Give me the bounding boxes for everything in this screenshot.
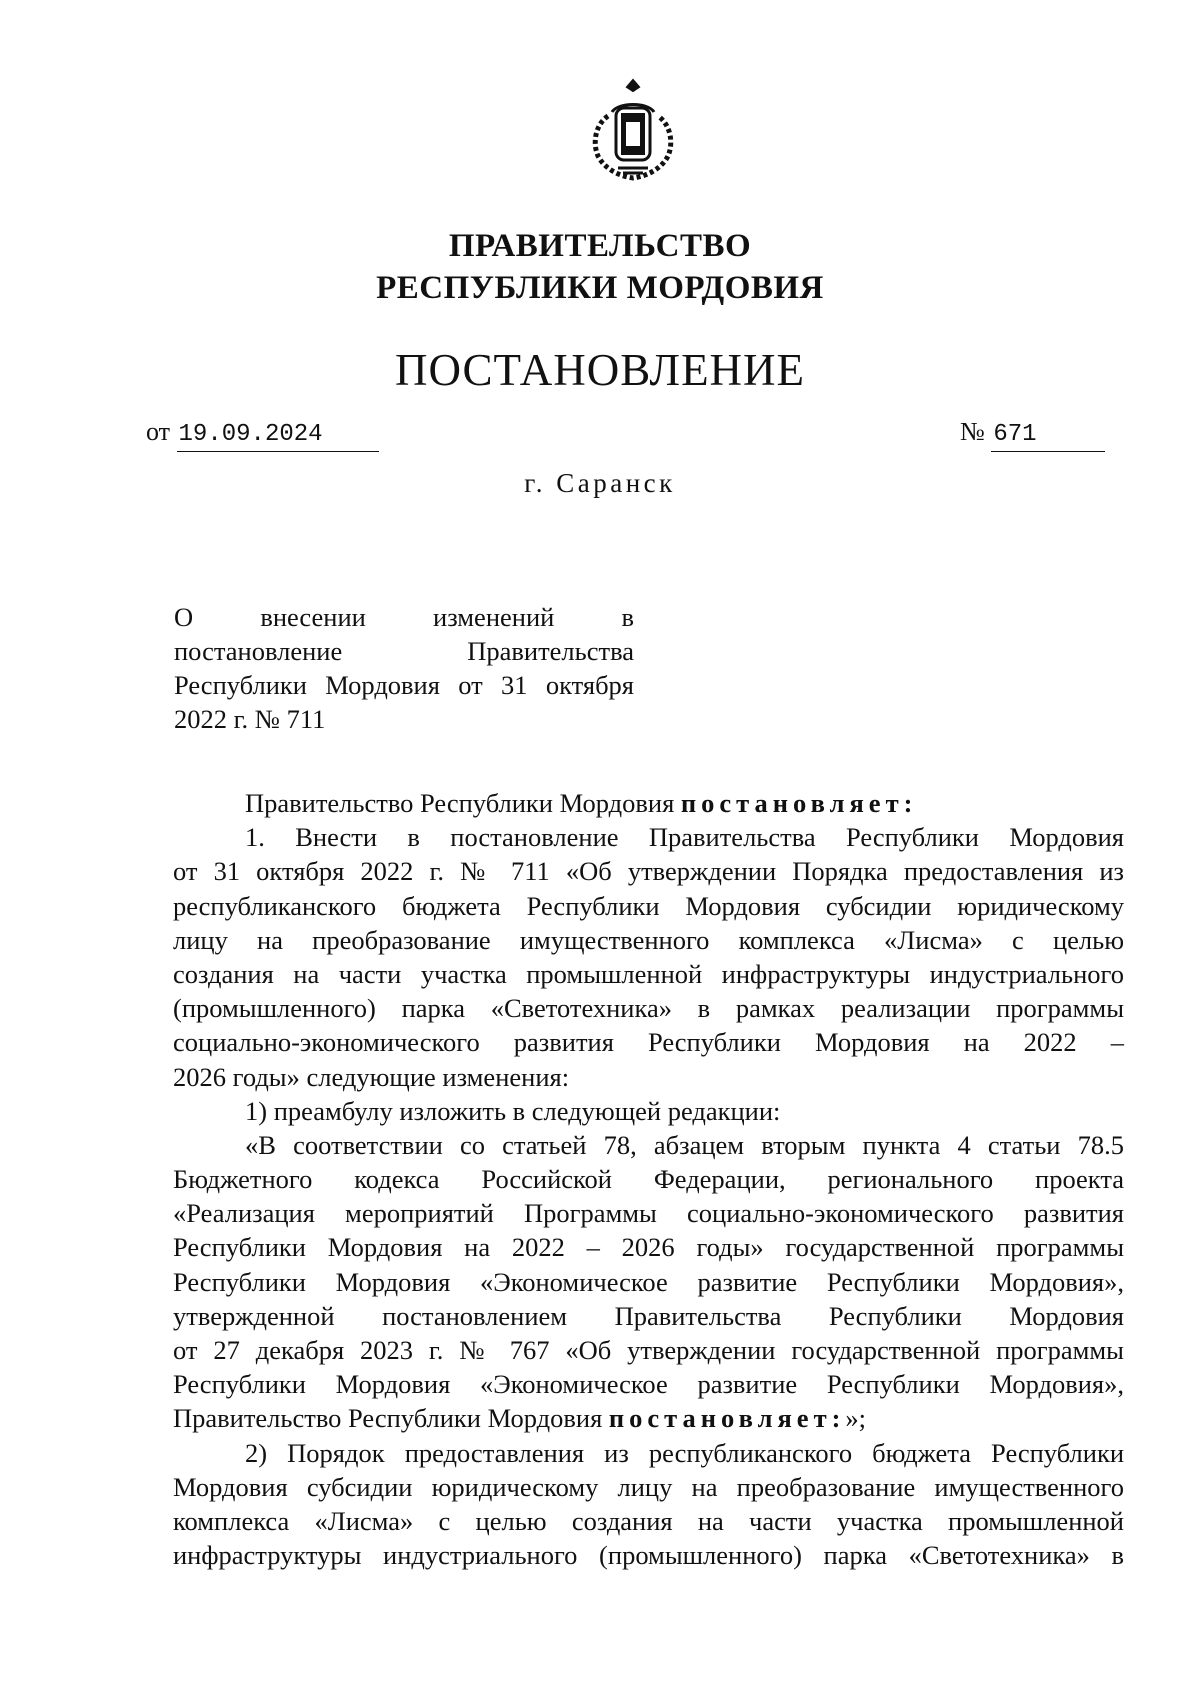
body-line: 1. Внести в постановление Правительства Республики Мордовия [245, 822, 1124, 853]
body-line: республиканского бюджета Республики Мордовия субсидии юридическому [173, 890, 1124, 921]
body-line: Республики Мордовия «Экономическое развитие Республики Мордовия», [173, 1369, 1124, 1400]
document-body [173, 786, 1124, 1572]
document-subject [174, 600, 634, 736]
body-line: комплекса «Лисма» с целью создания на части участка промышленной [173, 1505, 1124, 1536]
number-value: 671 [991, 419, 1105, 452]
intro-text: Правительство Республики Мордовия [245, 788, 681, 818]
subject-line: постановление Правительства [174, 636, 634, 666]
body-line: социально-экономического развития Республики Мордовия на 2022 – [173, 1027, 1124, 1058]
body-line: от 27 декабря 2023 г. № 767 «Об утверждении государственной программы [173, 1335, 1124, 1365]
body-intro [173, 786, 1124, 820]
body-line: от 31 октября 2022 г. № 711 «Об утверждении Порядка предоставления из [173, 856, 1124, 887]
document-type-title: ПОСТАНОВЛЕНИЕ [394, 345, 806, 395]
body-line: создания на части участка промышленной инфраструктуры индустриального [173, 958, 1124, 989]
preamble-end-text: Правительство Республики Мордовия [173, 1403, 609, 1434]
body-line: «Реализация мероприятий Программы социально-экономического развития [173, 1198, 1124, 1229]
date-prefix: от [146, 417, 171, 446]
document-number [960, 416, 1105, 452]
document-date [146, 416, 379, 452]
body-line: Мордовия субсидии юридическому лицу на преобразование имущественного [173, 1471, 1124, 1502]
number-prefix: № [960, 417, 985, 446]
city-name: г. Саранск [524, 468, 676, 498]
body-line: инфраструктуры индустриального (промышленного) парка «Светотехника» в [173, 1540, 1124, 1571]
subject-line: 2022 г. № 711 [174, 704, 326, 734]
decides-word: постановляет: [608, 1403, 846, 1434]
coat-of-arms-icon [578, 76, 688, 186]
date-value: 19.09.2024 [177, 419, 379, 452]
organization-name-line1: ПРАВИТЕЛЬСТВО [448, 228, 752, 264]
body-line: (промышленного) парка «Светотехника» в рамках реализации программы [173, 993, 1124, 1024]
body-line: 2026 годы» следующие изменения: [173, 1061, 570, 1092]
body-line [173, 1401, 1124, 1435]
body-line: Бюджетного кодекса Российской Федерации, регионального проекта [173, 1164, 1124, 1195]
body-line: лицу на преобразование имущественного комплекса «Лисма» с целью [173, 924, 1124, 955]
body-line: Республики Мордовия «Экономическое развитие Республики Мордовия», [173, 1266, 1124, 1297]
subject-line: Республики Мордовия от 31 октября [174, 670, 634, 700]
decides-word: постановляет: [680, 788, 918, 818]
body-line: «В соответствии со статьей 78, абзацем вторым пункта 4 статьи 78.5 [245, 1129, 1124, 1160]
preamble-end-suffix: »; [845, 1403, 867, 1434]
body-line: 2) Порядок предоставления из республиканского бюджета Республики [245, 1437, 1124, 1468]
body-line: 1) преамбулу изложить в следующей редакции: [245, 1095, 781, 1126]
organization-name-line2: РЕСПУБЛИКИ МОРДОВИЯ [376, 270, 824, 306]
body-line: Республики Мордовия на 2022 – 2026 годы» государственной программы [173, 1232, 1124, 1263]
body-line: утвержденной постановлением Правительства Республики Мордовия [173, 1300, 1124, 1331]
subject-line: О внесении изменений в [174, 602, 634, 632]
